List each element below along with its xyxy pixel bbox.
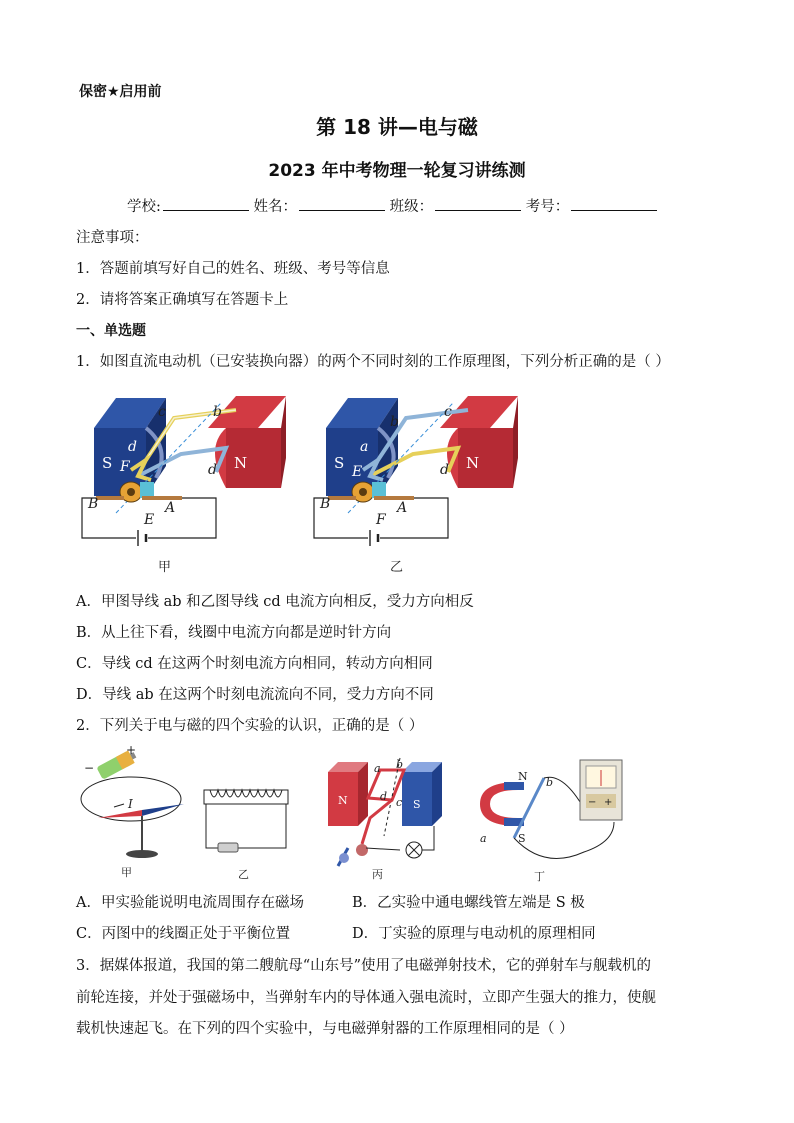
- current-label: I: [128, 797, 133, 811]
- q3-line: 前轮连接，并处于强磁场中，当弹射车内的导体通入强电流时，立即产生强大的推力，使舰: [76, 990, 656, 1006]
- label-d: d: [208, 462, 217, 478]
- label-f: F: [120, 459, 130, 475]
- label-d: d: [440, 462, 449, 478]
- q2-option-a[interactable]: A．甲实验能说明电流周围存在磁场: [76, 895, 304, 911]
- label-c: c: [158, 404, 166, 420]
- label-n: N: [338, 794, 348, 807]
- notice-item: 2．请将答案正确填写在答题卡上: [76, 292, 289, 308]
- figure-caption: 甲: [158, 560, 172, 575]
- q2-stem: 2．下列关于电与磁的四个实验的认识，正确的是（ ）: [76, 718, 424, 734]
- page-subtitle: 2023 年中考物理一轮复习讲练测: [268, 161, 526, 181]
- label-b: b: [546, 776, 554, 789]
- label-b: b: [390, 414, 399, 430]
- label-a-brush: A: [165, 500, 176, 516]
- q2-figure-ding: [474, 752, 634, 882]
- label-e: E: [144, 512, 155, 528]
- q2-figure-bing: [322, 758, 448, 882]
- q1-figure-jia: [76, 388, 306, 578]
- q2-figure-yi: [196, 782, 296, 882]
- school-label: 学校:: [127, 199, 161, 215]
- battery-minus: −: [84, 761, 95, 775]
- figure-caption: 甲: [121, 866, 132, 879]
- q1-option-b[interactable]: B．从上往下看，线圈中电流方向都是逆时针方向: [76, 625, 392, 641]
- q1-stem: 1．如图直流电动机（已安装换向器）的两个不同时刻的工作原理图，下列分析正确的是（ ）: [76, 354, 670, 370]
- q1-figure-yi: [308, 388, 538, 578]
- battery-plus: +: [126, 743, 137, 757]
- q3-line: 载机快速起飞。在下列的四个实验中，与电磁弹射器的工作原理相同的是（ ）: [76, 1021, 574, 1037]
- meter-minus: −: [588, 797, 597, 808]
- name-label: 姓名：: [253, 199, 297, 215]
- secret-mark: 保密★启用前: [79, 84, 162, 100]
- q2-figure-jia: [76, 744, 191, 882]
- page-title: 第 18 讲—电与磁: [316, 115, 478, 139]
- notice-item: 1．答题前填写好自己的姓名、班级、考号等信息: [76, 261, 390, 277]
- label-s: S: [334, 454, 345, 472]
- label-a-brush: A: [397, 500, 408, 516]
- q3-line: 3．据媒体报道，我国的第二艘航母“山东号”使用了电磁弹射技术，它的弹射车与舰载机的: [76, 958, 652, 974]
- figure-caption: 乙: [238, 868, 249, 881]
- label-c: c: [444, 404, 452, 420]
- info-fields: [127, 196, 657, 217]
- q1-option-a[interactable]: A．甲图导线 ab 和乙图导线 cd 电流方向相反，受力方向相反: [76, 594, 474, 610]
- figure-caption: 丁: [534, 870, 545, 883]
- q2-option-b[interactable]: B．乙实验中通电螺线管左端是 S 极: [352, 895, 585, 911]
- label-f: F: [376, 512, 386, 528]
- label-a: a: [360, 439, 369, 455]
- label-d: d: [380, 790, 388, 803]
- exam-no-label: 考号：: [525, 199, 570, 215]
- label-c: c: [396, 796, 403, 809]
- figure-caption: 丙: [372, 868, 383, 881]
- label-b-brush: B: [320, 496, 331, 512]
- class-blank[interactable]: [435, 196, 521, 211]
- section-heading: 一、单选题: [76, 323, 146, 339]
- label-b: b: [213, 404, 222, 420]
- label-n: N: [518, 770, 528, 783]
- label-a: a: [374, 762, 381, 775]
- q2-option-d[interactable]: D．丁实验的原理与电动机的原理相同: [352, 926, 596, 942]
- q1-option-c[interactable]: C．导线 cd 在这两个时刻电流方向相同，转动方向相同: [76, 656, 433, 672]
- label-b: b: [396, 758, 404, 771]
- q1-option-d[interactable]: D．导线 ab 在这两个时刻电流流向不同，受力方向不同: [76, 687, 434, 703]
- label-n: N: [466, 454, 480, 472]
- figure-caption: 乙: [390, 560, 404, 575]
- name-blank[interactable]: [299, 196, 385, 211]
- school-blank[interactable]: [163, 196, 249, 211]
- label-s: S: [518, 832, 526, 845]
- label-b-brush: B: [88, 496, 99, 512]
- label-e: E: [352, 464, 363, 480]
- exam-no-blank[interactable]: [571, 196, 657, 211]
- notice-heading: 注意事项：: [76, 230, 149, 246]
- q2-option-c[interactable]: C．丙图中的线圈正处于平衡位置: [76, 926, 291, 942]
- meter-plus: +: [604, 797, 613, 808]
- label-n: N: [234, 454, 248, 472]
- label-s: S: [413, 798, 421, 811]
- class-label: 班级：: [389, 199, 434, 215]
- label-s: S: [102, 454, 113, 472]
- label-d: d: [128, 439, 137, 455]
- label-a: a: [480, 832, 487, 845]
